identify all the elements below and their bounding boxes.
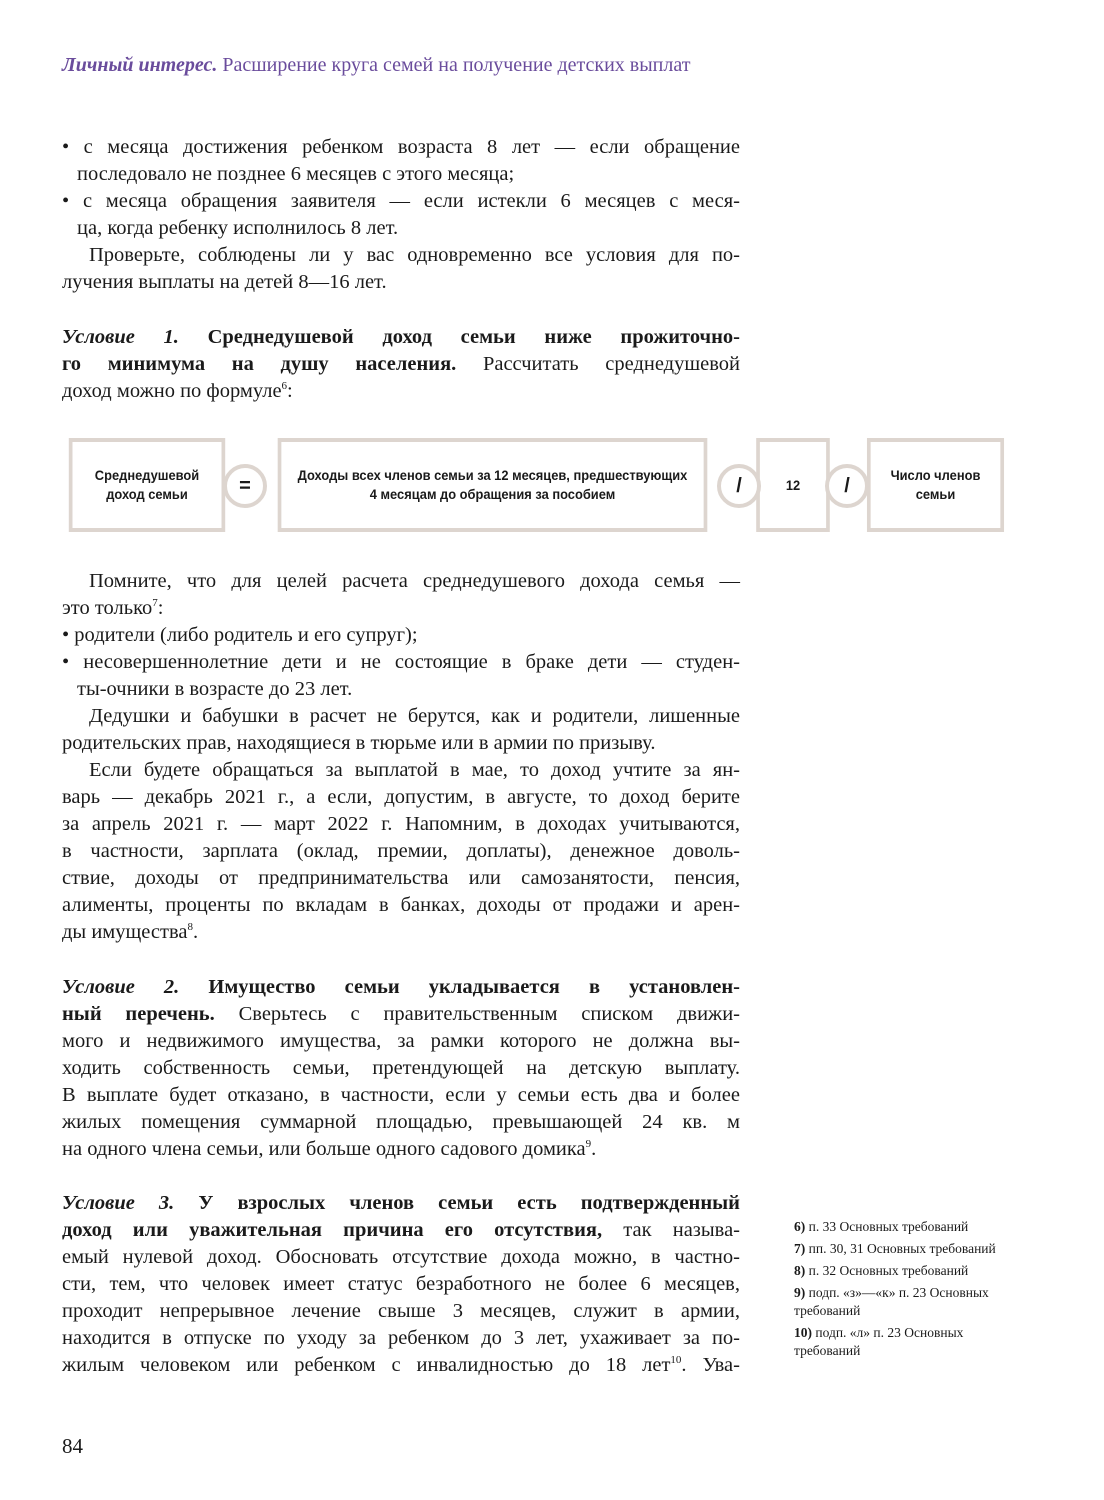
formula-months-box [756,438,830,532]
text-line [62,1082,740,1109]
text-run: Среднедушевой доход семьи ниже прожиточно- [178,326,740,348]
text-line [62,378,740,405]
text-run: так называ- [602,1219,741,1241]
text-line [62,757,740,784]
text-line [62,1352,740,1379]
footnote-text: подп. «з»—«к» п. 23 Основных требований [794,1285,989,1318]
footnote-text: подп. «л» п. 23 Основных требований [794,1325,964,1358]
text-run: В выплате будет отказано, в частности, если у семьи есть два и более [62,1084,740,1106]
text-run: • с месяца обращения заявителя — если истекли 6 месяцев с меся- [62,190,740,212]
text-run: Условие 1. [62,326,179,348]
text-line [62,215,740,242]
text-line [62,1055,740,1082]
formula-text: семьи [915,486,956,502]
text-run: родительских прав, находящиеся в тюрьме или в армии по призыву. [62,732,656,754]
text-line [62,242,740,269]
text-line [62,1244,740,1271]
text-line [62,1136,740,1163]
text-line [62,1190,740,1217]
formula-text: 12 [785,476,801,493]
divide-operator: / [717,464,761,508]
text-line [62,974,740,1001]
text-group-condition-2 [62,974,740,1163]
text-run: алименты, проценты по вкладам в банках, доходы от продажи и арен- [62,894,740,916]
text-line [62,1298,740,1325]
footnote-ref: 10 [670,1354,682,1366]
text-line [62,892,740,919]
text-line [62,595,740,622]
text-run: Помните, что для целей расчета среднедушевого дохода семья — [89,570,740,592]
text-group-family-members [62,568,740,946]
footnote-text: п. 33 Основных требований [805,1219,969,1234]
footnote [794,1262,1014,1280]
text-run: за апрель 2021 г. — март 2022 г. Напомним, в доходах учитываются, [62,813,740,835]
text-run: емый нулевой доход. Обосновать отсутствие дохода можно, в частно- [62,1246,740,1268]
formula-members-box [867,438,1004,532]
text-run: жилых помещения суммарной площадью, превышающей 24 кв. м [62,1111,740,1133]
text-run: ный перечень. [62,1003,215,1025]
formula-result-box [69,438,225,532]
running-header [62,54,690,77]
footnote-ref: 6 [281,380,288,392]
formula-text: Среднедушевой [94,467,200,483]
header-section: Личный интерес. [62,54,218,76]
text-run: мого и недвижимого имущества, за рамки которого не должна вы- [62,1030,740,1052]
text-line [62,649,740,676]
text-run: лучения выплаты на детей 8—16 лет. [62,271,387,293]
text-run: доход или уважительная причина его отсутствия, [62,1219,603,1241]
text-line [62,811,740,838]
text-line [62,568,740,595]
formula-text: доход семьи [106,486,188,502]
text-line [62,1271,740,1298]
text-line [62,269,740,296]
text-line [62,1109,740,1136]
text-run: : [287,380,293,402]
text-line [62,730,740,757]
footnote [794,1284,1014,1320]
text-run: ходить собственность семьи, претендующей на детскую выплату. [62,1057,740,1079]
text-line [62,838,740,865]
text-line [62,1001,740,1028]
text-run: ца, когда ребенку исполнилось 8 лет. [77,217,399,239]
text-run: доход можно по формуле [62,380,282,402]
header-title: Расширение круга семей на получение детских выплат [222,54,691,76]
text-line [62,351,740,378]
text-line [62,865,740,892]
equals-operator: = [223,464,267,508]
text-run: Условие 3. [62,1192,175,1214]
formula-text: Число членов [890,467,981,483]
text-line [62,1217,740,1244]
text-run: . Ува- [681,1354,740,1376]
text-run: Имущество семьи укладывается в установлен- [179,976,740,998]
text-line [62,1028,740,1055]
footnote-text: пп. 30, 31 Основных требований [805,1241,996,1256]
footnote-text: п. 32 Основных требований [805,1263,969,1278]
divide-operator: / [825,464,869,508]
text-line [62,1325,740,1352]
text-run: Проверьте, соблюдены ли у вас одновременно все условия для по- [89,244,740,266]
text-run: • несовершеннолетние дети и не состоящие в браке дети — студен- [62,651,740,673]
text-line [62,324,740,351]
text-run: последовало не позднее 6 месяцев с этого месяца; [77,163,515,185]
formula-text: 4 месяцам до обращения за пособием [369,486,616,502]
text-run: Рассчитать среднедушевой [456,353,740,375]
footnotes [794,1218,1014,1364]
text-line [62,919,740,946]
text-run: У взрослых членов семьи есть подтвержденный [174,1192,740,1214]
text-run: Если будете обращаться за выплатой в мае, то доход учтите за ян- [89,759,740,781]
text-run: . [591,1138,597,1160]
footnote-ref: 8 [187,921,193,933]
text-line [62,161,740,188]
footnote-number: 9) [794,1285,806,1300]
footnote-number: 6) [794,1219,806,1234]
text-run: варь — декабрь 2021 г., а если, допустим, в августе, то доход берите [62,786,740,808]
footnote-ref: 7 [152,597,158,609]
text-run: Сверьтесь с правительственным списком движи- [214,1003,740,1025]
text-group-condition-3 [62,1190,740,1379]
text-run: ствие, доходы от предпринимательства или самозанятости, пенсия, [62,867,740,889]
page-number: 84 [62,1434,83,1458]
text-run: Дедушки и бабушки в расчет не берутся, как и родители, лишенные [89,705,740,727]
text-run: проходит непрерывное лечение свыше 3 месяцев, служит в армии, [62,1300,740,1322]
text-run: ды имущества [62,921,188,943]
text-group-condition-1 [62,324,740,405]
text-run: в частности, зарплата (оклад, премии, доплаты), денежное доволь- [62,840,740,862]
text-line [62,703,740,730]
text-run: . [192,921,199,943]
footnote [794,1218,1014,1236]
text-run: го минимума на душу населения. [62,353,457,375]
formula-text: Доходы всех членов семьи за 12 месяцев, предшествующих [297,467,688,483]
formula-income-box [278,438,708,532]
text-line [62,784,740,811]
text-run: это только [62,597,153,619]
text-line [62,188,740,215]
text-run: ты-очники в возрасте до 23 лет. [77,678,353,700]
text-run: сти, тем, что человек имеет статус безработного не более 6 месяцев, [62,1273,740,1295]
text-run: на одного члена семьи, или больше одного садового домика [62,1138,586,1160]
text-run: жилым человеком или ребенком с инвалидностью до 18 лет [62,1354,671,1376]
text-run: находится в отпуске по уходу за ребенком до 3 лет, ухаживает за по- [62,1327,740,1349]
text-line [62,622,740,649]
footnote-ref: 9 [585,1138,592,1150]
text-run: : [157,597,164,619]
footnote [794,1240,1014,1258]
footnote-number: 7) [794,1241,806,1256]
text-run: • родители (либо родитель и его супруг); [62,624,418,646]
text-line [62,676,740,703]
text-group-intro [62,134,740,296]
text-line [62,134,740,161]
footnote-number: 10) [794,1325,812,1340]
text-run: Условие 2. [62,976,180,998]
text-run: • с месяца достижения ребенком возраста 8 лет — если обращение [62,136,740,158]
footnote-number: 8) [794,1263,806,1278]
footnote [794,1324,1014,1360]
